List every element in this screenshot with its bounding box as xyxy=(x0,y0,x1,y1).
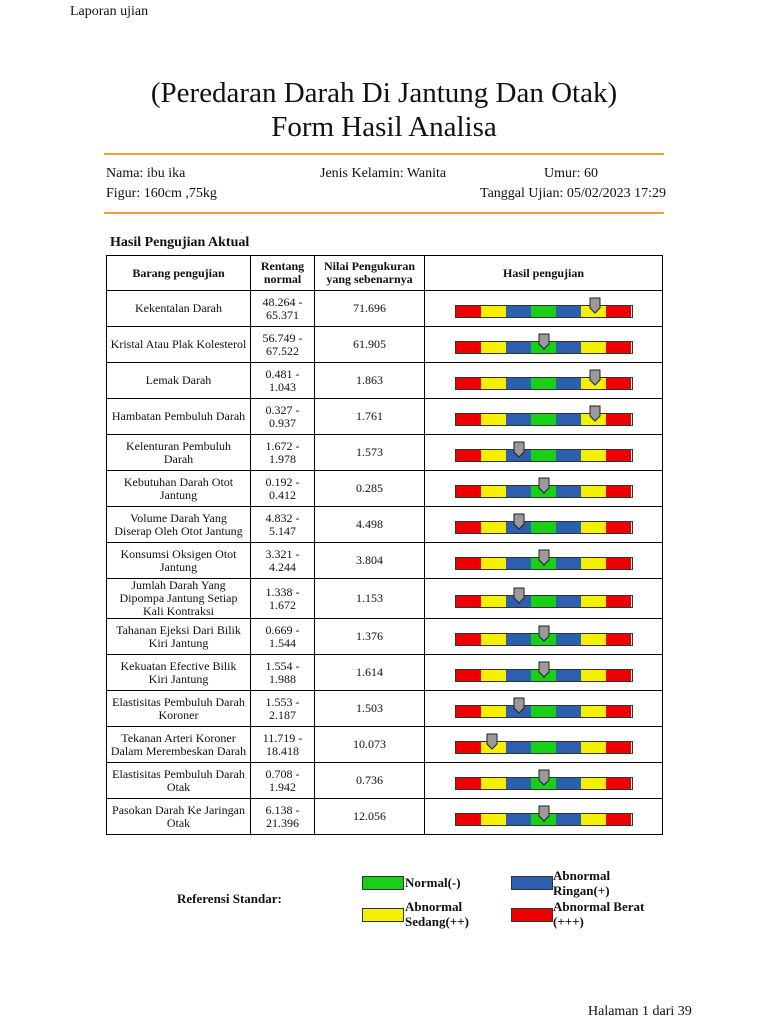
results-table xyxy=(106,255,663,835)
bar-segment-yellow xyxy=(481,522,506,533)
result-bar xyxy=(455,449,633,462)
bar-segment-yellow xyxy=(581,742,606,753)
legend-normal-label: Normal(-) xyxy=(405,875,461,890)
bar-segment-red xyxy=(456,778,481,789)
marker-pointer-icon xyxy=(538,333,550,350)
bar-segment-red xyxy=(456,342,481,353)
bar-segment-blue xyxy=(506,814,531,825)
row-item-name: Kekentalan Darah xyxy=(107,291,251,327)
bar-segment-blue xyxy=(506,634,531,645)
bar-segment-yellow xyxy=(481,558,506,569)
bar-segment-yellow xyxy=(581,596,606,607)
marker-pointer-icon xyxy=(513,441,525,458)
result-bar xyxy=(455,633,633,646)
bar-segment-red xyxy=(456,634,481,645)
result-bar xyxy=(455,341,633,354)
bar-segment-red xyxy=(456,706,481,717)
row-measured-value: 3.804 xyxy=(315,543,425,579)
bar-segment-yellow xyxy=(581,558,606,569)
row-measured-value: 1.573 xyxy=(315,435,425,471)
marker-pointer-icon xyxy=(589,297,601,314)
bar-segment-blue xyxy=(506,558,531,569)
bar-segment-blue xyxy=(556,450,581,461)
row-item-name: Kristal Atau Plak Kolesterol xyxy=(107,327,251,363)
bar-segment-yellow xyxy=(481,596,506,607)
row-measured-value: 1.863 xyxy=(315,363,425,399)
row-result-gauge xyxy=(425,655,663,691)
bar-segment-yellow xyxy=(581,706,606,717)
bar-segment-red xyxy=(456,670,481,681)
patient-gender: Jenis Kelamin: Wanita xyxy=(320,166,447,181)
patient-age: Umur: 60 xyxy=(544,166,599,181)
result-bar xyxy=(455,521,633,534)
row-normal-range: 0.481 - 1.043 xyxy=(251,363,315,399)
bar-segment-blue xyxy=(556,706,581,717)
row-result-gauge xyxy=(425,291,663,327)
table-row xyxy=(107,579,663,619)
result-bar xyxy=(455,377,633,390)
row-measured-value: 10.073 xyxy=(315,727,425,763)
test-date: Tanggal Ujian: 05/02/2023 17:29 xyxy=(480,186,667,201)
bar-segment-blue xyxy=(556,670,581,681)
table-row xyxy=(107,655,663,691)
row-normal-range: 3.321 - 4.244 xyxy=(251,543,315,579)
table-row xyxy=(107,471,663,507)
bar-segment-red xyxy=(606,378,631,389)
marker-pointer-icon xyxy=(538,661,550,678)
result-bar xyxy=(455,485,633,498)
row-normal-range: 56.749 - 67.522 xyxy=(251,327,315,363)
result-bar xyxy=(455,705,633,718)
table-row xyxy=(107,291,663,327)
bar-segment-red xyxy=(606,596,631,607)
row-measured-value: 1.153 xyxy=(315,579,425,619)
row-normal-range: 0.708 - 1.942 xyxy=(251,763,315,799)
marker-pointer-icon xyxy=(513,697,525,714)
row-normal-range: 1.338 - 1.672 xyxy=(251,579,315,619)
row-normal-range: 6.138 - 21.396 xyxy=(251,799,315,835)
bar-segment-red xyxy=(606,522,631,533)
row-item-name: Jumlah Darah Yang Dipompa Jantung Setiap Kali Kontraksi xyxy=(107,579,251,619)
bar-segment-yellow xyxy=(481,450,506,461)
bar-segment-red xyxy=(606,742,631,753)
result-bar xyxy=(455,595,633,608)
bar-segment-yellow xyxy=(581,450,606,461)
table-row xyxy=(107,543,663,579)
marker-pointer-icon xyxy=(538,549,550,566)
row-normal-range: 1.554 - 1.988 xyxy=(251,655,315,691)
page-number: Halaman 1 dari 39 xyxy=(588,1004,692,1019)
divider-top xyxy=(104,153,664,155)
row-normal-range: 4.832 - 5.147 xyxy=(251,507,315,543)
row-item-name: Lemak Darah xyxy=(107,363,251,399)
table-row xyxy=(107,763,663,799)
table-row xyxy=(107,435,663,471)
header-result: Hasil pengujian xyxy=(425,256,663,291)
marker-pointer-icon xyxy=(513,587,525,604)
bar-segment-red xyxy=(606,558,631,569)
row-normal-range: 0.327 - 0.937 xyxy=(251,399,315,435)
patient-figure: Figur: 160cm ,75kg xyxy=(106,186,217,201)
bar-segment-red xyxy=(456,378,481,389)
bar-segment-blue xyxy=(556,814,581,825)
bar-segment-blue xyxy=(556,634,581,645)
row-normal-range: 0.192 - 0.412 xyxy=(251,471,315,507)
row-result-gauge xyxy=(425,399,663,435)
bar-segment-yellow xyxy=(481,414,506,425)
row-result-gauge xyxy=(425,619,663,655)
bar-segment-green xyxy=(531,414,556,425)
table-row xyxy=(107,691,663,727)
bar-segment-yellow xyxy=(481,670,506,681)
bar-segment-red xyxy=(606,450,631,461)
result-bar xyxy=(455,813,633,826)
header-value: Nilai Pengukuran yang sebenarnya xyxy=(315,256,425,291)
marker-pointer-icon xyxy=(589,369,601,386)
bar-segment-yellow xyxy=(581,634,606,645)
bar-segment-blue xyxy=(556,596,581,607)
result-bar xyxy=(455,777,633,790)
bar-segment-blue xyxy=(556,342,581,353)
bar-segment-blue xyxy=(556,378,581,389)
row-item-name: Tahanan Ejeksi Dari Bilik Kiri Jantung xyxy=(107,619,251,655)
table-row xyxy=(107,363,663,399)
row-result-gauge xyxy=(425,327,663,363)
bar-segment-blue xyxy=(506,342,531,353)
bar-segment-yellow xyxy=(581,522,606,533)
bar-segment-blue xyxy=(506,486,531,497)
legend-severe-swatch xyxy=(511,908,553,922)
table-row xyxy=(107,799,663,835)
bar-segment-red xyxy=(456,596,481,607)
bar-segment-yellow xyxy=(581,814,606,825)
table-row xyxy=(107,727,663,763)
bar-segment-green xyxy=(531,596,556,607)
marker-pointer-icon xyxy=(538,769,550,786)
bar-segment-blue xyxy=(506,306,531,317)
bar-segment-red xyxy=(606,414,631,425)
row-measured-value: 1.503 xyxy=(315,691,425,727)
bar-segment-red xyxy=(606,306,631,317)
bar-segment-yellow xyxy=(581,778,606,789)
bar-segment-red xyxy=(606,342,631,353)
bar-segment-blue xyxy=(556,486,581,497)
bar-segment-blue xyxy=(556,558,581,569)
row-result-gauge xyxy=(425,363,663,399)
table-row xyxy=(107,619,663,655)
row-item-name: Kekuatan Efective Bilik Kiri Jantung xyxy=(107,655,251,691)
bar-segment-yellow xyxy=(581,486,606,497)
row-result-gauge xyxy=(425,799,663,835)
bar-segment-red xyxy=(456,814,481,825)
bar-segment-blue xyxy=(506,742,531,753)
legend-moderate-label: Abnormal Sedang(++) xyxy=(405,899,469,929)
row-result-gauge xyxy=(425,543,663,579)
bar-segment-green xyxy=(531,450,556,461)
row-item-name: Volume Darah Yang Diserap Oleh Otot Jantung xyxy=(107,507,251,543)
row-item-name: Kelenturan Pembuluh Darah xyxy=(107,435,251,471)
result-bar xyxy=(455,741,633,754)
legend-severe-label: Abnormal Berat (+++) xyxy=(553,899,645,929)
bar-segment-red xyxy=(606,670,631,681)
row-result-gauge xyxy=(425,507,663,543)
bar-segment-yellow xyxy=(481,342,506,353)
divider-bottom xyxy=(104,212,664,214)
bar-segment-blue xyxy=(556,522,581,533)
bar-segment-yellow xyxy=(481,814,506,825)
row-result-gauge xyxy=(425,763,663,799)
row-item-name: Elastisitas Pembuluh Darah Koroner xyxy=(107,691,251,727)
table-row xyxy=(107,399,663,435)
bar-segment-red xyxy=(606,814,631,825)
bar-segment-yellow xyxy=(481,634,506,645)
row-measured-value: 1.614 xyxy=(315,655,425,691)
row-item-name: Hambatan Pembuluh Darah xyxy=(107,399,251,435)
marker-pointer-icon xyxy=(589,405,601,422)
bar-segment-blue xyxy=(556,306,581,317)
row-item-name: Kebutuhan Darah Otot Jantung xyxy=(107,471,251,507)
bar-segment-yellow xyxy=(481,378,506,389)
result-bar xyxy=(455,669,633,682)
bar-segment-yellow xyxy=(481,486,506,497)
row-measured-value: 4.498 xyxy=(315,507,425,543)
result-bar xyxy=(455,557,633,570)
row-normal-range: 11.719 - 18.418 xyxy=(251,727,315,763)
bar-segment-red xyxy=(456,450,481,461)
legend-mild-label: Abnormal Ringan(+) xyxy=(553,868,611,898)
bar-segment-red xyxy=(456,742,481,753)
bar-segment-yellow xyxy=(581,342,606,353)
bar-segment-red xyxy=(606,706,631,717)
marker-pointer-icon xyxy=(538,625,550,642)
table-row xyxy=(107,327,663,363)
result-bar xyxy=(455,413,633,426)
row-measured-value: 0.736 xyxy=(315,763,425,799)
header-item: Barang pengujian xyxy=(107,256,251,291)
marker-pointer-icon xyxy=(538,805,550,822)
row-result-gauge xyxy=(425,727,663,763)
row-item-name: Tekanan Arteri Koroner Dalam Merembeskan Darah xyxy=(107,727,251,763)
patient-name: Nama: ibu ika xyxy=(106,166,186,181)
bar-segment-green xyxy=(531,742,556,753)
bar-segment-blue xyxy=(556,414,581,425)
row-measured-value: 1.376 xyxy=(315,619,425,655)
row-normal-range: 0.669 - 1.544 xyxy=(251,619,315,655)
report-label: Laporan ujian xyxy=(70,4,149,19)
row-item-name: Elastisitas Pembuluh Darah Otak xyxy=(107,763,251,799)
row-normal-range: 1.553 - 2.187 xyxy=(251,691,315,727)
bar-segment-blue xyxy=(556,778,581,789)
bar-segment-blue xyxy=(506,414,531,425)
marker-pointer-icon xyxy=(538,477,550,494)
legend-title: Referensi Standar: xyxy=(177,891,282,906)
page-title-line2: Form Hasil Analisa xyxy=(271,111,497,143)
bar-segment-yellow xyxy=(481,778,506,789)
legend-mild-swatch xyxy=(511,876,553,890)
page-title-line1: (Peredaran Darah Di Jantung Dan Otak) xyxy=(150,77,618,109)
bar-segment-red xyxy=(456,558,481,569)
bar-segment-green xyxy=(531,306,556,317)
legend-moderate-swatch xyxy=(362,908,404,922)
bar-segment-red xyxy=(606,486,631,497)
bar-segment-red xyxy=(606,634,631,645)
bar-segment-red xyxy=(456,414,481,425)
row-item-name: Pasokan Darah Ke Jaringan Otak xyxy=(107,799,251,835)
row-measured-value: 71.696 xyxy=(315,291,425,327)
marker-pointer-icon xyxy=(486,733,498,750)
section-title: Hasil Pengujian Aktual xyxy=(110,235,250,250)
bar-segment-blue xyxy=(556,742,581,753)
row-measured-value: 61.905 xyxy=(315,327,425,363)
bar-segment-yellow xyxy=(481,706,506,717)
bar-segment-red xyxy=(456,486,481,497)
result-bar xyxy=(455,305,633,318)
marker-pointer-icon xyxy=(513,513,525,530)
bar-segment-yellow xyxy=(581,670,606,681)
table-header-row xyxy=(107,256,663,291)
header-range: Rentang normal xyxy=(251,256,315,291)
row-measured-value: 12.056 xyxy=(315,799,425,835)
bar-segment-red xyxy=(456,306,481,317)
row-result-gauge xyxy=(425,471,663,507)
bar-segment-blue xyxy=(506,670,531,681)
row-measured-value: 0.285 xyxy=(315,471,425,507)
bar-segment-yellow xyxy=(481,306,506,317)
bar-segment-green xyxy=(531,378,556,389)
row-normal-range: 1.672 - 1.978 xyxy=(251,435,315,471)
bar-segment-green xyxy=(531,522,556,533)
row-result-gauge xyxy=(425,691,663,727)
bar-segment-blue xyxy=(506,778,531,789)
row-measured-value: 1.761 xyxy=(315,399,425,435)
row-result-gauge xyxy=(425,435,663,471)
row-item-name: Konsumsi Oksigen Otot Jantung xyxy=(107,543,251,579)
table-row xyxy=(107,507,663,543)
bar-segment-red xyxy=(456,522,481,533)
row-result-gauge xyxy=(425,579,663,619)
legend-normal-swatch xyxy=(362,876,404,890)
bar-segment-blue xyxy=(506,378,531,389)
bar-segment-green xyxy=(531,706,556,717)
bar-segment-red xyxy=(606,778,631,789)
row-normal-range: 48.264 - 65.371 xyxy=(251,291,315,327)
